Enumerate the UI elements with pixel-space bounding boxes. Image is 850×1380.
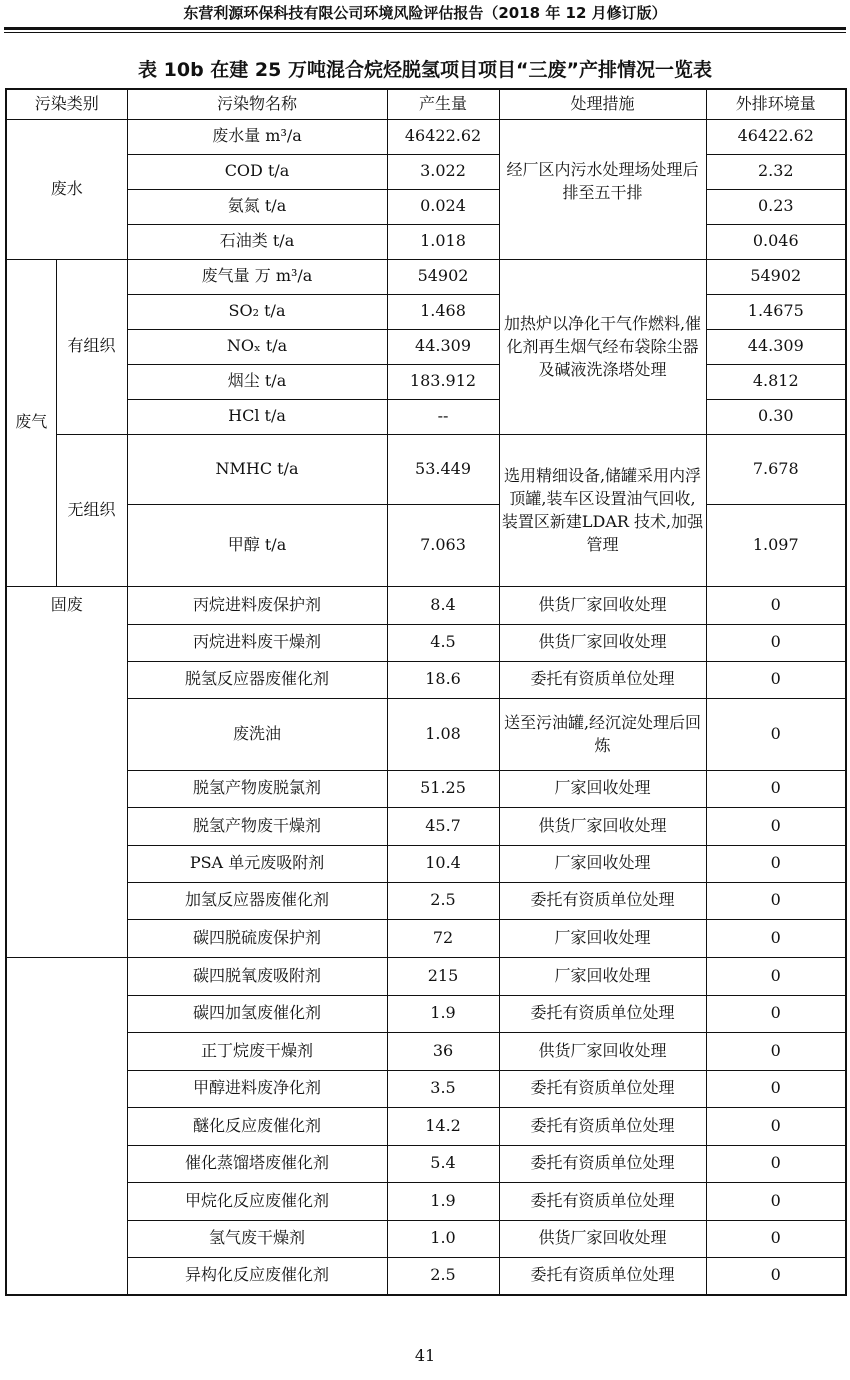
col-header: 产生量 (387, 89, 499, 119)
table-row (6, 919, 846, 957)
table-row (6, 1145, 846, 1182)
emission-value: 4.812 (706, 364, 846, 399)
emission-value: 0 (706, 770, 846, 807)
treatment-measure: 供货厂家回收处理 (499, 1220, 706, 1257)
treatment-measure: 供货厂家回收处理 (499, 586, 706, 624)
table-row (6, 957, 846, 995)
emission-value: 0 (706, 1220, 846, 1257)
category-cell: 废水 (6, 119, 127, 259)
pollutant-name: 甲醇进料废净化剂 (127, 1070, 387, 1107)
production-value: 14.2 (387, 1107, 499, 1145)
category-cell: 废气 (6, 259, 56, 586)
treatment-measure: 经厂区内污水处理场处理后排至五干排 (499, 154, 706, 259)
emission-value: 0 (706, 1032, 846, 1070)
treatment-measure: 委托有资质单位处理 (499, 1107, 706, 1145)
table-row (6, 1032, 846, 1070)
table-row (6, 1107, 846, 1145)
treatment-measure: 供货厂家回收处理 (499, 624, 706, 661)
emission-value: 0 (706, 1107, 846, 1145)
pollutant-name: SO₂ t/a (127, 294, 387, 329)
production-value: 1.9 (387, 995, 499, 1032)
production-value: 1.08 (387, 698, 499, 770)
col-header: 污染类别 (6, 89, 127, 119)
emission-value: 0 (706, 1070, 846, 1107)
table-row (6, 807, 846, 845)
page-header: 东营利源环保科技有限公司环境风险评估报告（2018 年 12 月修订版） (183, 4, 667, 22)
treatment-measure: 厂家回收处理 (499, 919, 706, 957)
table-row (6, 1070, 846, 1107)
table-row (6, 1182, 846, 1220)
production-value: 1.468 (387, 294, 499, 329)
production-value: 2.5 (387, 1257, 499, 1295)
table-row (6, 1257, 846, 1295)
header-row (6, 89, 846, 119)
table-row (6, 259, 846, 294)
header-rule-thick (4, 27, 846, 30)
emission-value: 54902 (706, 259, 846, 294)
emission-value: 0 (706, 845, 846, 882)
treatment-measure: 委托有资质单位处理 (499, 1145, 706, 1182)
treatment-measure: 厂家回收处理 (499, 957, 706, 995)
table-row (6, 224, 846, 259)
emission-value: 1.4675 (706, 294, 846, 329)
production-value: 5.4 (387, 1145, 499, 1182)
emission-value: 0 (706, 995, 846, 1032)
col-header: 外排环境量 (706, 89, 846, 119)
pollutant-name: 甲醇 t/a (127, 504, 387, 586)
table-row (6, 845, 846, 882)
pollutant-name: 碳四脱硫废保护剂 (127, 919, 387, 957)
pollutant-name: 醚化反应废催化剂 (127, 1107, 387, 1145)
col-header: 处理措施 (499, 89, 706, 119)
table-row (6, 189, 846, 224)
pollutant-name: 脱氢反应器废催化剂 (127, 661, 387, 698)
pollutant-name: 丙烷进料废干燥剂 (127, 624, 387, 661)
emission-value: 0 (706, 1182, 846, 1220)
pollutant-name: 烟尘 t/a (127, 364, 387, 399)
production-value: -- (387, 399, 499, 434)
pollutant-name: 废水量 m³/a (127, 119, 387, 154)
pollutant-name: PSA 单元废吸附剂 (127, 845, 387, 882)
table-row (6, 434, 846, 504)
pollutant-name: 碳四脱氧废吸附剂 (127, 957, 387, 995)
table-row (6, 504, 846, 586)
emission-value: 0 (706, 919, 846, 957)
emission-value: 1.097 (706, 504, 846, 586)
pollutant-name: 废洗油 (127, 698, 387, 770)
production-value: 3.5 (387, 1070, 499, 1107)
table-row (6, 1220, 846, 1257)
category-cell-blank (6, 957, 127, 1295)
pollutant-name: 正丁烷废干燥剂 (127, 1032, 387, 1070)
treatment-measure: 委托有资质单位处理 (499, 1182, 706, 1220)
pollutant-name: 脱氢产物废干燥剂 (127, 807, 387, 845)
production-value: 54902 (387, 259, 499, 294)
production-value: 3.022 (387, 154, 499, 189)
production-value: 2.5 (387, 882, 499, 919)
table-row (6, 698, 846, 770)
subcategory-cell: 有组织 (56, 259, 127, 434)
pollutant-name: 石油类 t/a (127, 224, 387, 259)
emission-value: 0 (706, 1145, 846, 1182)
production-value: 45.7 (387, 807, 499, 845)
emission-value: 0 (706, 661, 846, 698)
page-number: 41 (414, 1346, 436, 1365)
emission-value: 0.046 (706, 224, 846, 259)
production-value: 1.018 (387, 224, 499, 259)
emission-value: 44.309 (706, 329, 846, 364)
table-row (6, 882, 846, 919)
production-value: 4.5 (387, 624, 499, 661)
treatment-measure: 厂家回收处理 (499, 770, 706, 807)
treatment-measure: 选用精细设备,储罐采用内浮顶罐,装车区设置油气回收,装置区新建LDAR 技术,加强管理 (499, 434, 706, 586)
production-value: 46422.62 (387, 119, 499, 154)
treatment-measure: 委托有资质单位处理 (499, 882, 706, 919)
treatment-measure: 供货厂家回收处理 (499, 1032, 706, 1070)
category-cell: 固废 (6, 586, 127, 957)
production-value: 7.063 (387, 504, 499, 586)
production-value: 18.6 (387, 661, 499, 698)
table-row (6, 624, 846, 661)
emission-value: 0 (706, 698, 846, 770)
treatment-cell-blank (499, 119, 706, 154)
emission-value: 0.30 (706, 399, 846, 434)
emission-value: 2.32 (706, 154, 846, 189)
table-row (6, 364, 846, 399)
production-value: 0.024 (387, 189, 499, 224)
treatment-measure: 委托有资质单位处理 (499, 1257, 706, 1295)
production-value: 8.4 (387, 586, 499, 624)
emission-value: 0 (706, 882, 846, 919)
pollutant-name: 丙烷进料废保护剂 (127, 586, 387, 624)
pollutant-name: HCl t/a (127, 399, 387, 434)
emission-value: 7.678 (706, 434, 846, 504)
subcategory-cell: 无组织 (56, 434, 127, 586)
pollutant-name: COD t/a (127, 154, 387, 189)
pollutant-name: 氢气废干燥剂 (127, 1220, 387, 1257)
emission-value: 0.23 (706, 189, 846, 224)
production-value: 53.449 (387, 434, 499, 504)
pollutant-name: NOₓ t/a (127, 329, 387, 364)
emission-value: 0 (706, 1257, 846, 1295)
treatment-measure: 加热炉以净化干气作燃料,催化剂再生烟气经布袋除尘器及碱液洗涤塔处理 (499, 259, 706, 434)
emission-value: 0 (706, 586, 846, 624)
treatment-measure: 送至污油罐,经沉淀处理后回炼 (499, 698, 706, 770)
emissions-table (5, 88, 847, 1296)
table-row (6, 154, 846, 189)
pollutant-name: 催化蒸馏塔废催化剂 (127, 1145, 387, 1182)
treatment-measure: 供货厂家回收处理 (499, 807, 706, 845)
emission-value: 0 (706, 957, 846, 995)
table-row (6, 294, 846, 329)
production-value: 36 (387, 1032, 499, 1070)
pollutant-name: 氨氮 t/a (127, 189, 387, 224)
table-row (6, 661, 846, 698)
header-rule-thin (4, 32, 846, 33)
pollutant-name: NMHC t/a (127, 434, 387, 504)
treatment-measure: 委托有资质单位处理 (499, 1070, 706, 1107)
table-title: 表 10b 在建 25 万吨混合烷烃脱氢项目项目“三废”产排情况一览表 (138, 59, 712, 81)
production-value: 44.309 (387, 329, 499, 364)
col-header: 污染物名称 (127, 89, 387, 119)
pollutant-name: 加氢反应器废催化剂 (127, 882, 387, 919)
pollutant-name: 甲烷化反应废催化剂 (127, 1182, 387, 1220)
production-value: 183.912 (387, 364, 499, 399)
production-value: 1.9 (387, 1182, 499, 1220)
treatment-measure: 委托有资质单位处理 (499, 995, 706, 1032)
pollutant-name: 异构化反应废催化剂 (127, 1257, 387, 1295)
production-value: 10.4 (387, 845, 499, 882)
emission-value: 0 (706, 807, 846, 845)
table-row (6, 770, 846, 807)
table-row (6, 995, 846, 1032)
production-value: 51.25 (387, 770, 499, 807)
table-row (6, 586, 846, 624)
table-row (6, 399, 846, 434)
emission-value: 0 (706, 624, 846, 661)
treatment-measure: 厂家回收处理 (499, 845, 706, 882)
production-value: 72 (387, 919, 499, 957)
pollutant-name: 废气量 万 m³/a (127, 259, 387, 294)
table-row (6, 119, 846, 154)
pollutant-name: 脱氢产物废脱氯剂 (127, 770, 387, 807)
emission-value: 46422.62 (706, 119, 846, 154)
pollutant-name: 碳四加氢废催化剂 (127, 995, 387, 1032)
production-value: 215 (387, 957, 499, 995)
production-value: 1.0 (387, 1220, 499, 1257)
treatment-measure: 委托有资质单位处理 (499, 661, 706, 698)
table-row (6, 329, 846, 364)
